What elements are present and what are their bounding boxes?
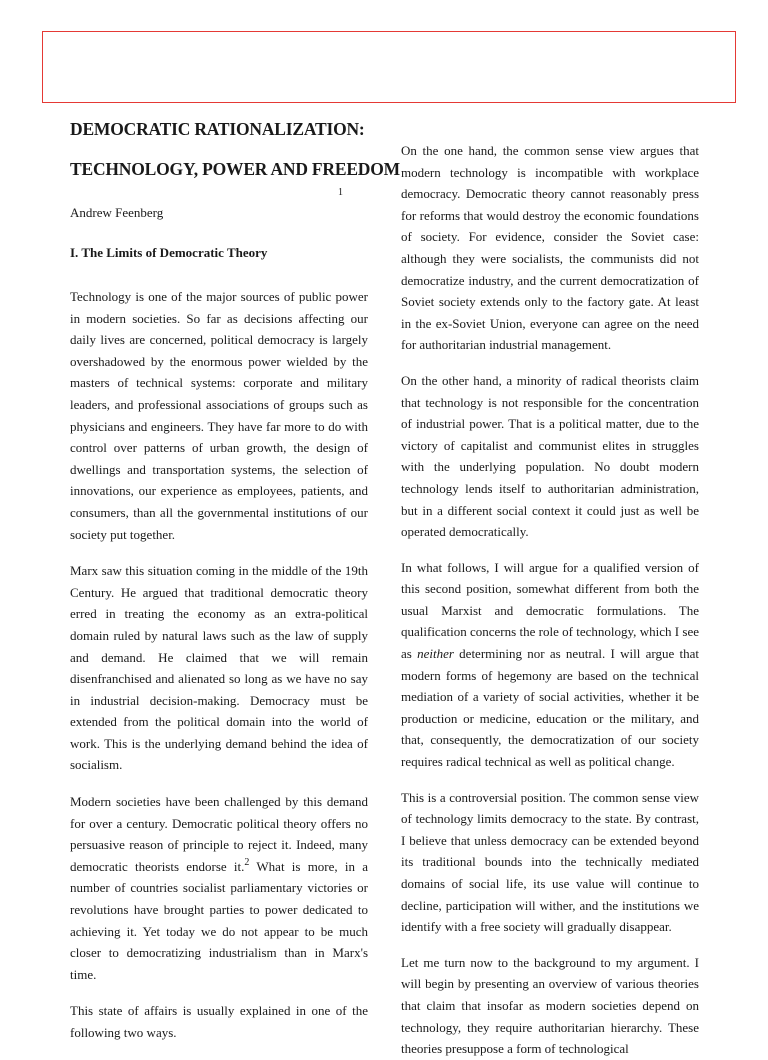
paragraph: Let me turn now to the background to my argument. I will begin by presenting an overview of various theories that claim that insofar as modern societies depend on technology, they require authoritarian hierarchy. These theories presuppose a form of technological bbox=[401, 954, 699, 1057]
paper-title-line1: DEMOCRATIC RATIONALIZATION: bbox=[70, 119, 365, 139]
section-heading: I. The Limits of Democratic Theory bbox=[70, 245, 268, 260]
paper-title-text: TECHNOLOGY, POWER AND FREEDOM bbox=[70, 159, 400, 179]
paragraph bbox=[70, 791, 368, 985]
paragraph: Marx saw this situation coming in the middle of the 19th Century. He argued that traditional democratic theory erred in treating the economy as an extra-political domain ruled by natural laws such as the law of supply and demand. He claimed that we will remain disenfranchised and alienated so long as we have no say in industrial decision-making. Democracy must be extended from the political domain into the world of work. This is the underlying demand behind the idea of socialism. bbox=[70, 563, 368, 773]
paragraph-text: Modern societies have been challenged by this demand for over a century. Democratic political theory offers no persuasive reason of principle to reject it. Indeed, many democratic theorists endorse it. bbox=[70, 794, 368, 874]
paragraph-text: determining nor as neutral. I will argue that modern forms of hegemony are based on the technical mediation of a variety of social activities, whether it be production or medicine, education or the military, and that, consequently, the democratization of our society requires radical technical as well as political change. bbox=[401, 646, 699, 770]
paragraph: On the one hand, the common sense view argues that modern technology is incompatible with workplace democracy. Democratic theory cannot reasonably press for reforms that would destroy the economic foundations of society. For evidence, consider the Soviet case: although they were socialists, the communists did not democratize industry, and the current democratization of Soviet society extends only to the factory gate. At least in the ex-Soviet Union, everyone can agree on the need for authoritarian industrial management. bbox=[401, 143, 699, 353]
paragraph-text: What is more, in a number of countries socialist parliamentary victories or revolutions have brought parties to power dedicated to achieving it. Yet today we do not appear to be much closer to democratizing industrialism than in Marx's time. bbox=[70, 858, 368, 982]
emphasis-text: neither bbox=[417, 646, 454, 662]
ad-banner-placeholder[interactable] bbox=[42, 31, 736, 103]
paragraph: This state of affairs is usually explained in one of the following two ways. bbox=[70, 1003, 368, 1040]
paragraph: This is a controversial position. The common sense view of technology limits democracy to the state. By contrast, I believe that unless democracy can be extended beyond its traditional bounds into the technically mediated domains of social life, its use value will continue to decline, participation will wither, and the institutions we identify with a free society will gradually disappear. bbox=[401, 789, 699, 935]
title-footnote-marker: 1 bbox=[338, 187, 343, 198]
author-name: Andrew Feenberg bbox=[70, 205, 164, 220]
paper-title-line2 bbox=[70, 158, 400, 198]
paragraph-text: In what follows, I will argue for a qualified version of this second position, somewhat different from both the usual Marxist and democratic formulations. The qualification concerns the role of technology, which I see as bbox=[401, 559, 699, 662]
paragraph: On the other hand, a minority of radical theorists claim that technology is not responsible for the concentration of industrial power. That is a political matter, due to the victory of capitalist and communist elites in struggles with the underlying population. No doubt modern technology lends itself to authoritarian administration, but in a different social context it could just as well be operated democratically. bbox=[401, 372, 699, 540]
paragraph: Technology is one of the major sources of public power in modern societies. So far as decisions affecting our daily lives are concerned, political democracy is largely overshadowed by the enormous power wielded by the masters of technical systems: corporate and military leaders, and professional associations of groups such as physicians and engineers. They have far more to do with control over patterns of urban growth, the design of dwellings and transportation systems, the selection of innovations, our experience as employees, patients, and consumers, than all the governmental institutions of our society put together. bbox=[70, 289, 368, 542]
footnote-marker: 2 bbox=[244, 856, 250, 868]
right-column bbox=[401, 118, 699, 1060]
left-column bbox=[70, 118, 400, 1044]
paragraph bbox=[401, 557, 699, 773]
